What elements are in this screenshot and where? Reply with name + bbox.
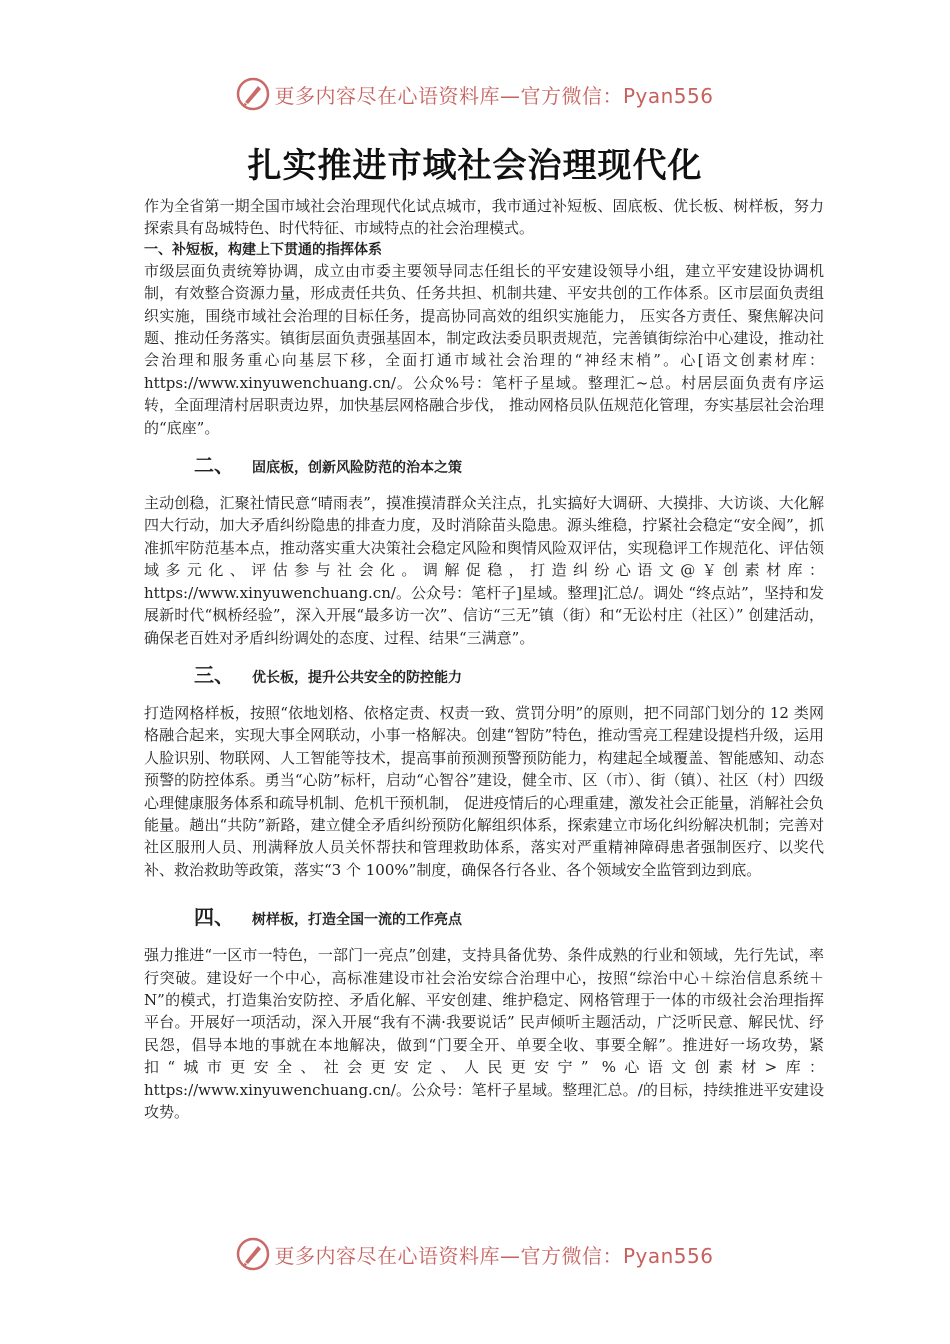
section-4-heading bbox=[194, 901, 824, 930]
intro-paragraph: 作为全省第一期全国市域社会治理现代化试点城市，我市通过补短板、固底板、优长板、树样板，努力探索具有岛城特色、时代特征、市域特点的社会治理模式。 bbox=[144, 197, 824, 238]
watermark-banner-bottom bbox=[0, 1232, 950, 1276]
section-3-body: 打造网格样板，按照“依地划格、依格定责、权责一致、赏罚分明”的原则，把不同部门划分的 12 类网格融合起来，实现大事全网联动，小事一格解决。创建“智防”特色，推动雪亮工程建设提档升级，运用人脸识别、物联网、人工智能等技术，提高事前预测预警预防能力，构建起全域覆盖、智能感知、动态预警的防控体系。勇当“心防”标杆，启动“心智谷”建设，健全市、区（市）、街（镇）、社区（村）四级心理健康服务体系和疏导机制、危机干预机制， 促进疫情后的心理重建，激发社会正能量，消解社会负能量。趟出“共防”新路，建立健全矛盾纠纷预防化解组织体系，探索建立市场化纠纷解决机制；完善对社区服刑人员、刑满释放人员关怀帮扶和管理救助体系，落实对严重精神障碍患者强制医疗、以奖代补、救治救助等政策，落实“3 个 100%”制度，确保各行各业、各个领域安全监管到边到底。 bbox=[144, 703, 824, 879]
watermark-text: 更多内容尽在心语资料库—官方微信：Pyan556 bbox=[274, 1243, 714, 1268]
section-4-number: 四、 bbox=[194, 905, 234, 930]
document-title: 扎实推进市域社会治理现代化 bbox=[247, 146, 703, 186]
section-2-number: 二、 bbox=[194, 453, 234, 478]
section-1-body: 市级层面负责统筹协调，成立由市委主要领导同志任组长的平安建设领导小组，建立平安建设协调机制，有效整合资源力量，形成责任共负、任务共担、机制共建、平安共创的工作体系。区市层面负责组织实施，围绕市域社会治理的目标任务，提高协同高效的组织实施能力， 压实各方责任、聚焦解决问题、推动任务落实。镇街层面负责强基固本，制定政法委员职责规范，完善镇街综治中心建设，推动社会治理和服务重心向基层下移，全面打通市域社会治理的“神经末梢”。心[语文创素材库：https://www.xinyuwenchuang.cn/。公众%号：笔杆子星域。整理汇~总。村居层面负责有序运转，全面理清村居职责边界，加快基层网格融合步伐， 推动网格员队伍规范化管理，夯实基层社会治理的“底座”。 bbox=[144, 261, 824, 437]
section-1-heading: 一、补短板，构建上下贯通的指挥体系 bbox=[144, 241, 382, 258]
section-4-title: 树样板，打造全国一流的工作亮点 bbox=[252, 912, 462, 929]
document-body bbox=[144, 195, 824, 1123]
section-3-title: 优长板，提升公共安全的防控能力 bbox=[252, 669, 462, 686]
section-3-number: 三、 bbox=[194, 662, 234, 687]
watermark-text: 更多内容尽在心语资料库—官方微信：Pyan556 bbox=[274, 83, 714, 108]
section-4-body: 强力推进“一区市一特色，一部门一亮点”创建，支持具备优势、条件成熟的行业和领域，先行先试，率行突破。建设好一个中心，高标准建设市社会治安综合治理中心，按照“综治中心＋综治信息系统＋N”的模式，打造集治安防控、矛盾化解、平安创建、维护稳定、网格管理于一体的市级社会治理指挥平台。开展好一项活动，深入开展“我有不满·我要说话” 民声倾听主题活动，广泛听民意、解民忧、纾民怨，倡导本地的事就在本地解决，做到“门要全开、单要全收、事要全解”。推进好一场攻势，紧扣“城市更安全、社会更安定、人民更安宁” %心语文创素材>库：https://www.xinyuwenchuang.cn/。公众号：笔杆子星域。整理汇总。/的目标，持续推进平安建设攻势。 bbox=[144, 946, 824, 1121]
section-2-heading bbox=[194, 449, 824, 478]
watermark-banner-top bbox=[0, 72, 950, 116]
section-3-heading bbox=[194, 659, 824, 688]
section-2-body: 主动创稳，汇聚社情民意“晴雨表”，摸准摸清群众关注点，扎实搞好大调研、大摸排、大访谈、大化解四大行动，加大矛盾纠纷隐患的排查力度，及时消除苗头隐患。源头维稳，拧紧社会稳定“安全阀”，抓准抓牢防范基本点，推动落实重大决策社会稳定风险和舆情风险双评估，实现稳评工作规范化、评估领域多元化、评估参与社会化。调解促稳，打造纠纷心语文@￥创素材库：https://www.xinyuwenchuang.cn/。公众号：笔杆子]星域。整理]汇总/。调处 “终点站”，坚持和发展新时代“枫桥经验”，深入开展“最多访一次”、信访“三无”镇（街）和“无讼村庄（社区）” 创建活动，确保老百姓对矛盾纠纷调处的态度、过程、结果“三满意”。 bbox=[144, 494, 824, 647]
brush-logo-icon bbox=[236, 77, 270, 111]
brush-logo-icon bbox=[236, 1237, 270, 1271]
section-2-title: 固底板，创新风险防范的治本之策 bbox=[252, 460, 462, 477]
